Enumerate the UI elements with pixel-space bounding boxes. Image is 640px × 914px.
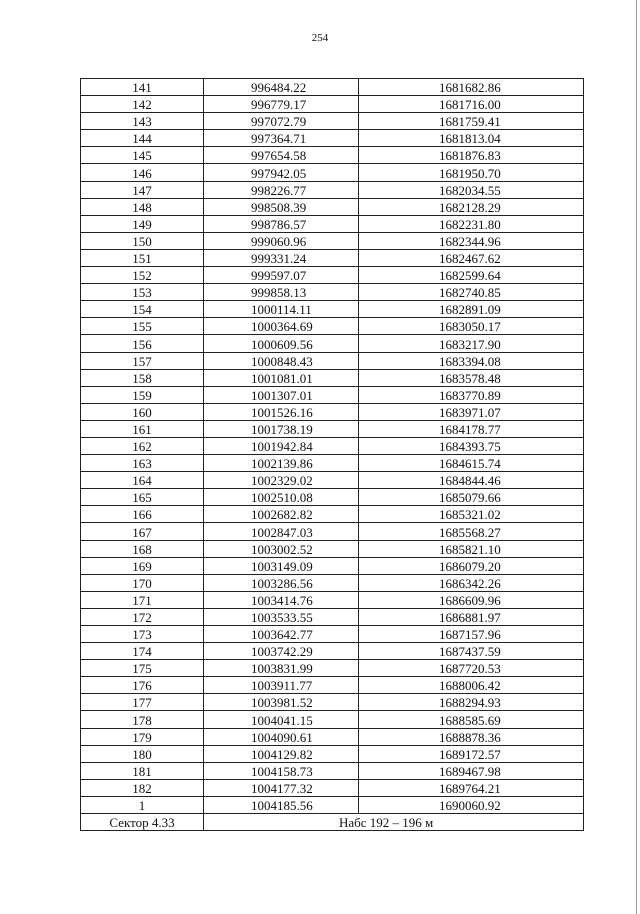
point-number-cell: 164 (81, 472, 204, 489)
point-number-cell: 147 (81, 181, 204, 198)
point-number-cell: 146 (81, 164, 204, 181)
table-row (81, 694, 584, 711)
point-number-cell: 161 (81, 420, 204, 437)
coordinates-table (80, 78, 584, 831)
y-coordinate-cell: 1682128.29 (359, 198, 584, 215)
x-coordinate-cell: 999331.24 (204, 249, 359, 266)
y-coordinate-cell: 1683971.07 (359, 403, 584, 420)
point-number-cell: 148 (81, 198, 204, 215)
point-number-cell: 155 (81, 318, 204, 335)
table-row (81, 779, 584, 796)
table-row (81, 455, 584, 472)
table-row (81, 113, 584, 130)
y-coordinate-cell: 1682344.96 (359, 232, 584, 249)
x-coordinate-cell: 998226.77 (204, 181, 359, 198)
x-coordinate-cell: 1003642.77 (204, 626, 359, 643)
table-row (81, 386, 584, 403)
y-coordinate-cell: 1686881.97 (359, 608, 584, 625)
table-row (81, 608, 584, 625)
table-row (81, 711, 584, 728)
y-coordinate-cell: 1686079.20 (359, 557, 584, 574)
y-coordinate-cell: 1681759.41 (359, 113, 584, 130)
x-coordinate-cell: 996779.17 (204, 96, 359, 113)
y-coordinate-cell: 1687157.96 (359, 626, 584, 643)
table-row (81, 506, 584, 523)
x-coordinate-cell: 1003149.09 (204, 557, 359, 574)
y-coordinate-cell: 1683217.90 (359, 335, 584, 352)
x-coordinate-cell: 999597.07 (204, 267, 359, 284)
table-row (81, 523, 584, 540)
point-number-cell: 169 (81, 557, 204, 574)
x-coordinate-cell: 997072.79 (204, 113, 359, 130)
x-coordinate-cell: 1000848.43 (204, 352, 359, 369)
point-number-cell: 166 (81, 506, 204, 523)
coordinates-table-body (81, 79, 584, 814)
table-row (81, 762, 584, 779)
y-coordinate-cell: 1684844.46 (359, 472, 584, 489)
x-coordinate-cell: 1004158.73 (204, 762, 359, 779)
point-number-cell: 145 (81, 147, 204, 164)
x-coordinate-cell: 1004177.32 (204, 779, 359, 796)
x-coordinate-cell: 1001081.01 (204, 369, 359, 386)
point-number-cell: 177 (81, 694, 204, 711)
y-coordinate-cell: 1685821.10 (359, 540, 584, 557)
point-number-cell: 154 (81, 301, 204, 318)
table-row (81, 557, 584, 574)
table-row (81, 660, 584, 677)
table-row (81, 420, 584, 437)
point-number-cell: 172 (81, 608, 204, 625)
x-coordinate-cell: 1003981.52 (204, 694, 359, 711)
x-coordinate-cell: 1003742.29 (204, 643, 359, 660)
table-row (81, 540, 584, 557)
x-coordinate-cell: 1000609.56 (204, 335, 359, 352)
point-number-cell: 156 (81, 335, 204, 352)
point-number-cell: 150 (81, 232, 204, 249)
y-coordinate-cell: 1681950.70 (359, 164, 584, 181)
point-number-cell: 167 (81, 523, 204, 540)
y-coordinate-cell: 1683578.48 (359, 369, 584, 386)
x-coordinate-cell: 997364.71 (204, 130, 359, 147)
y-coordinate-cell: 1682231.80 (359, 215, 584, 232)
y-coordinate-cell: 1686342.26 (359, 574, 584, 591)
y-coordinate-cell: 1685079.66 (359, 489, 584, 506)
point-number-cell: 180 (81, 745, 204, 762)
table-row (81, 215, 584, 232)
y-coordinate-cell: 1686609.96 (359, 591, 584, 608)
point-number-cell: 182 (81, 779, 204, 796)
y-coordinate-cell: 1681682.86 (359, 79, 584, 96)
y-coordinate-cell: 1688585.69 (359, 711, 584, 728)
table-row (81, 677, 584, 694)
x-coordinate-cell: 1001307.01 (204, 386, 359, 403)
point-number-cell: 181 (81, 762, 204, 779)
x-coordinate-cell: 996484.22 (204, 79, 359, 96)
y-coordinate-cell: 1683050.17 (359, 318, 584, 335)
table-row (81, 574, 584, 591)
table-row (81, 130, 584, 147)
table-row (81, 489, 584, 506)
table-row (81, 198, 584, 215)
x-coordinate-cell: 1001526.16 (204, 403, 359, 420)
table-row (81, 79, 584, 96)
y-coordinate-cell: 1689764.21 (359, 779, 584, 796)
y-coordinate-cell: 1689172.57 (359, 745, 584, 762)
y-coordinate-cell: 1687437.59 (359, 643, 584, 660)
x-coordinate-cell: 1002510.08 (204, 489, 359, 506)
sector-footer-row (81, 814, 584, 831)
point-number-cell: 144 (81, 130, 204, 147)
point-number-cell: 152 (81, 267, 204, 284)
x-coordinate-cell: 1002682.82 (204, 506, 359, 523)
table-row (81, 728, 584, 745)
point-number-cell: 174 (81, 643, 204, 660)
x-coordinate-cell: 999858.13 (204, 284, 359, 301)
point-number-cell: 173 (81, 626, 204, 643)
y-coordinate-cell: 1685568.27 (359, 523, 584, 540)
table-row (81, 318, 584, 335)
table-row (81, 796, 584, 813)
table-row (81, 147, 584, 164)
x-coordinate-cell: 1002329.02 (204, 472, 359, 489)
y-coordinate-cell: 1683394.08 (359, 352, 584, 369)
table-row (81, 591, 584, 608)
point-number-cell: 175 (81, 660, 204, 677)
table-row (81, 403, 584, 420)
table-row (81, 626, 584, 643)
table-row (81, 267, 584, 284)
table-row (81, 232, 584, 249)
table-row (81, 335, 584, 352)
x-coordinate-cell: 1002139.86 (204, 455, 359, 472)
table-row (81, 643, 584, 660)
x-coordinate-cell: 1003002.52 (204, 540, 359, 557)
table-row (81, 472, 584, 489)
x-coordinate-cell: 1003286.56 (204, 574, 359, 591)
table-row (81, 96, 584, 113)
table-row (81, 437, 584, 454)
y-coordinate-cell: 1682891.09 (359, 301, 584, 318)
y-coordinate-cell: 1683770.89 (359, 386, 584, 403)
x-coordinate-cell: 1003911.77 (204, 677, 359, 694)
x-coordinate-cell: 997942.05 (204, 164, 359, 181)
point-number-cell: 160 (81, 403, 204, 420)
x-coordinate-cell: 1004185.56 (204, 796, 359, 813)
point-number-cell: 178 (81, 711, 204, 728)
x-coordinate-cell: 1001942.84 (204, 437, 359, 454)
x-coordinate-cell: 1004129.82 (204, 745, 359, 762)
y-coordinate-cell: 1687720.53 (359, 660, 584, 677)
table-row (81, 284, 584, 301)
page-edge-line (636, 0, 637, 914)
x-coordinate-cell: 997654.58 (204, 147, 359, 164)
x-coordinate-cell: 1004090.61 (204, 728, 359, 745)
table-row (81, 181, 584, 198)
point-number-cell: 168 (81, 540, 204, 557)
point-number-cell: 176 (81, 677, 204, 694)
y-coordinate-cell: 1688878.36 (359, 728, 584, 745)
y-coordinate-cell: 1681876.83 (359, 147, 584, 164)
y-coordinate-cell: 1685321.02 (359, 506, 584, 523)
y-coordinate-cell: 1682599.64 (359, 267, 584, 284)
y-coordinate-cell: 1684615.74 (359, 455, 584, 472)
point-number-cell: 142 (81, 96, 204, 113)
x-coordinate-cell: 1000114.11 (204, 301, 359, 318)
point-number-cell: 151 (81, 249, 204, 266)
x-coordinate-cell: 1003414.76 (204, 591, 359, 608)
table-row (81, 301, 584, 318)
table-row (81, 249, 584, 266)
point-number-cell: 170 (81, 574, 204, 591)
y-coordinate-cell: 1682740.85 (359, 284, 584, 301)
table-row (81, 745, 584, 762)
y-coordinate-cell: 1681813.04 (359, 130, 584, 147)
x-coordinate-cell: 1002847.03 (204, 523, 359, 540)
y-coordinate-cell: 1688006.42 (359, 677, 584, 694)
point-number-cell: 1 (81, 796, 204, 813)
y-coordinate-cell: 1690060.92 (359, 796, 584, 813)
x-coordinate-cell: 999060.96 (204, 232, 359, 249)
y-coordinate-cell: 1684178.77 (359, 420, 584, 437)
table-row (81, 369, 584, 386)
page-number: 254 (311, 32, 329, 44)
sector-label: Сектор 4.33 (81, 814, 204, 831)
y-coordinate-cell: 1681716.00 (359, 96, 584, 113)
y-coordinate-cell: 1689467.98 (359, 762, 584, 779)
point-number-cell: 157 (81, 352, 204, 369)
point-number-cell: 163 (81, 455, 204, 472)
x-coordinate-cell: 1004041.15 (204, 711, 359, 728)
x-coordinate-cell: 1001738.19 (204, 420, 359, 437)
point-number-cell: 179 (81, 728, 204, 745)
x-coordinate-cell: 1003831.99 (204, 660, 359, 677)
point-number-cell: 171 (81, 591, 204, 608)
point-number-cell: 165 (81, 489, 204, 506)
x-coordinate-cell: 1000364.69 (204, 318, 359, 335)
point-number-cell: 141 (81, 79, 204, 96)
x-coordinate-cell: 998786.57 (204, 215, 359, 232)
x-coordinate-cell: 1003533.55 (204, 608, 359, 625)
elevation-label: Набс 192 – 196 м (204, 814, 584, 831)
point-number-cell: 162 (81, 437, 204, 454)
point-number-cell: 153 (81, 284, 204, 301)
y-coordinate-cell: 1684393.75 (359, 437, 584, 454)
point-number-cell: 159 (81, 386, 204, 403)
table-row (81, 164, 584, 181)
y-coordinate-cell: 1682467.62 (359, 249, 584, 266)
y-coordinate-cell: 1682034.55 (359, 181, 584, 198)
x-coordinate-cell: 998508.39 (204, 198, 359, 215)
y-coordinate-cell: 1688294.93 (359, 694, 584, 711)
point-number-cell: 143 (81, 113, 204, 130)
point-number-cell: 149 (81, 215, 204, 232)
table-row (81, 352, 584, 369)
point-number-cell: 158 (81, 369, 204, 386)
